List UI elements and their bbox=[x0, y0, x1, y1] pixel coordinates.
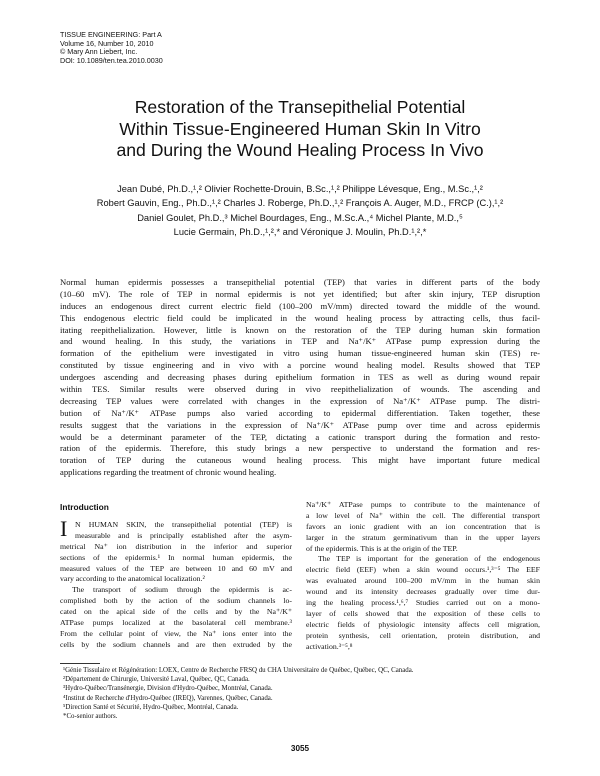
drop-cap: I bbox=[60, 516, 68, 541]
intro-line: N HUMAN SKIN, the transepithelial potential (TEP) is bbox=[75, 520, 292, 529]
intro-line: of the epidermis. This is at the origin of the TEP. bbox=[306, 543, 458, 553]
abstract-line: and wound healing. In this study, the variations in TEP and Na⁺/K⁺ ATPase pump expression during the bbox=[60, 336, 540, 347]
footnote: *Co-senior authors. bbox=[63, 713, 118, 721]
abstract-line: induces an endogenous direct current electric field (100–200 mV/mm) directed toward the middle of the wound. bbox=[60, 300, 540, 311]
intro-line: electric fields of physiologic intensity affects cell migration, bbox=[306, 619, 540, 629]
intro-line: ing the healing process.¹,⁶,⁷ Studies carried out on a mono- bbox=[306, 598, 540, 608]
abstract-line: undergoes ascending and decreasing phases during epithelium formation in TES as well as during wound repair bbox=[60, 372, 540, 383]
intro-line: activation.³⁻⁵,⁸ bbox=[306, 641, 353, 651]
abstract bbox=[60, 277, 540, 479]
intro-line: protein synthesis, cell orientation, protein distribution, and bbox=[306, 630, 540, 640]
footnote: ³Hydro-Québec/Transénergie, Division d'Hydro-Québec, Montréal, Canada. bbox=[63, 685, 273, 693]
intro-line: cated on the apical side of the cells and by the Na⁺/K⁺ bbox=[60, 607, 292, 617]
authors-line-2: Robert Gauvin, Eng., Ph.D.,¹,² Charles J. Roberge, Ph.D.,¹,² François A. Auger, M.D., FRCP (C.),¹,² bbox=[96, 198, 504, 209]
footnote: ¹Génie Tissulaire et Régénération: LOEX, Centre de Recherche FRSQ du CHA Universitaire de Québec, Québec, QC, Canada. bbox=[63, 667, 414, 674]
abstract-line: applications regarding the treatment of chronic wound healing. bbox=[60, 467, 277, 478]
title-line-3: and During the Wound Healing Process In Vivo bbox=[116, 140, 484, 160]
abstract-line: decreasing TEP values were correlated with changes in the expression of Na⁺/K⁺ ATPase pump. The distri- bbox=[60, 395, 540, 406]
abstract-line: would be a determinant parameter of the TEP, dictating a cationic transport during the formation and resto- bbox=[60, 431, 540, 442]
intro-line: cells by the sodium channels and are then extruded by the bbox=[60, 639, 292, 649]
title-line-2: Within Tissue-Engineered Human Skin In Vitro bbox=[119, 118, 481, 139]
authors-line-4: Lucie Germain, Ph.D.,¹,²,* and Véronique J. Moulin, Ph.D.¹,²,* bbox=[173, 226, 427, 237]
journal-copyright: © Mary Ann Liebert, Inc. bbox=[60, 47, 138, 57]
journal-info bbox=[60, 31, 163, 65]
authors-line-1: Jean Dubé, Ph.D.,¹,² Olivier Rochette-Drouin, B.Sc.,¹,² Philippe Lévesque, Eng., M.Sc.,¹,² bbox=[117, 184, 483, 194]
article-title bbox=[60, 97, 540, 162]
abstract-line: itating reepithelialization. However, little is known on the restoration of the TEP during human skin formation bbox=[60, 324, 540, 335]
intro-right-column bbox=[306, 500, 540, 652]
intro-line: sections of the epidermis.¹ In normal human epidermis, the bbox=[60, 552, 292, 562]
footnote: ²Département de Chirurgie, Université Laval, Québec, QC, Canada. bbox=[63, 676, 250, 684]
intro-line: Na⁺/K⁺ ATPase pumps to contribute to the maintenance of bbox=[306, 500, 540, 509]
intro-line: layer of cells showed that the exposition of these cells to bbox=[306, 608, 540, 618]
abstract-line: This endogenous electric field could be implicated in the wound healing process by attracting cells, thus facil- bbox=[60, 312, 540, 323]
intro-line: favors an ionic gradient with an ion concentration that is bbox=[306, 521, 540, 531]
abstract-line: results suggest that the variations in the expression of Na⁺/K⁺ ATPase pump over time and across epidermis bbox=[60, 419, 540, 430]
abstract-line: ration of the epidermis. Therefore, this study brings a new perspective to understand the formation and res- bbox=[60, 443, 540, 454]
intro-line: electric field (EEF) when a skin wound occurs.¹,³⁻⁵ The EEF bbox=[306, 565, 540, 575]
intro-line: a low level of Na⁺ within the cell. The differential transport bbox=[306, 510, 540, 520]
intro-line: measurable and is principally established after the asym- bbox=[75, 530, 292, 540]
author-list bbox=[60, 182, 540, 239]
abstract-line: bution of Na⁺/K⁺ ATPase pumps also varied according to epidermal differentiation. Taken together, these bbox=[60, 407, 540, 418]
intro-line: The transport of sodium through the epidermis is ac- bbox=[72, 585, 292, 595]
intro-line: vary according to the anatomical localization.² bbox=[60, 574, 205, 584]
abstract-line: toration of TEP during the cutaneous wound healing process. This might have important future medical bbox=[60, 455, 540, 466]
intro-line: From the cellular point of view, the Na⁺ ions enter into the bbox=[60, 628, 292, 638]
abstract-line: formation of the epithelium were investigated in vitro using human tissue-engineered human skin (TES) re- bbox=[60, 348, 540, 359]
intro-line: complished both by the action of the sodium channels lo- bbox=[60, 596, 292, 606]
abstract-line: within TES. Similar results were observed during in vivo reepithelialization of wounds. The ascending and bbox=[60, 384, 540, 395]
authors-line-3: Daniel Goulet, Ph.D.,³ Michel Bourdages, Eng., M.Sc.A.,⁴ Michel Plante, M.D.,⁵ bbox=[137, 212, 463, 223]
intro-line: larger in the stratum germinativum than in the upper layers bbox=[306, 532, 540, 542]
footnote: ⁴Institut de Recherche d'Hydro-Québec (IREQ), Varennes, Québec, Canada. bbox=[63, 694, 273, 702]
intro-line: ATPase pumps localized at the basolateral cell membrane.³ bbox=[60, 618, 292, 628]
abstract-line: Normal human epidermis possesses a transepithelial potential (TEP) that varies in different parts of the body bbox=[60, 277, 540, 287]
footnote-divider bbox=[60, 663, 100, 664]
intro-left-column bbox=[60, 516, 292, 651]
intro-line: metrical Na⁺ ion distribution in the inferior and superior bbox=[60, 541, 292, 551]
intro-line: The TEP is important for the generation of the endogenous bbox=[318, 554, 540, 564]
footnote: ⁵Direction Santé et Sécurité, Hydro-Québec, Montréal, Canada. bbox=[63, 703, 239, 711]
abstract-line: constituted by tissue engineering and in vivo with a porcine wound healing model. Results showed that TEP bbox=[60, 360, 540, 371]
title-line-1: Restoration of the Transepithelial Potential bbox=[134, 97, 466, 117]
journal-doi: DOI: 10.1089/ten.tea.2010.0030 bbox=[60, 55, 163, 65]
journal-name: TISSUE ENGINEERING: Part A bbox=[60, 30, 162, 39]
intro-line: wound and its intensity decreases gradually over time dur- bbox=[306, 587, 540, 597]
abstract-line: (10–60 mV). The role of TEP in normal epidermis is not yet identified; but after skin injury, TEP disruption bbox=[60, 288, 540, 299]
intro-line: measured values of the TEP are between 10 and 60 mV and bbox=[60, 563, 292, 573]
journal-volume: Volume 16, Number 10, 2010 bbox=[60, 38, 154, 48]
page-number: 3055 bbox=[290, 744, 310, 753]
intro-line: was evaluated around 100–200 mV/mm in the human skin bbox=[306, 576, 540, 586]
footnotes bbox=[63, 666, 414, 721]
introduction-heading: Introduction bbox=[60, 502, 109, 512]
